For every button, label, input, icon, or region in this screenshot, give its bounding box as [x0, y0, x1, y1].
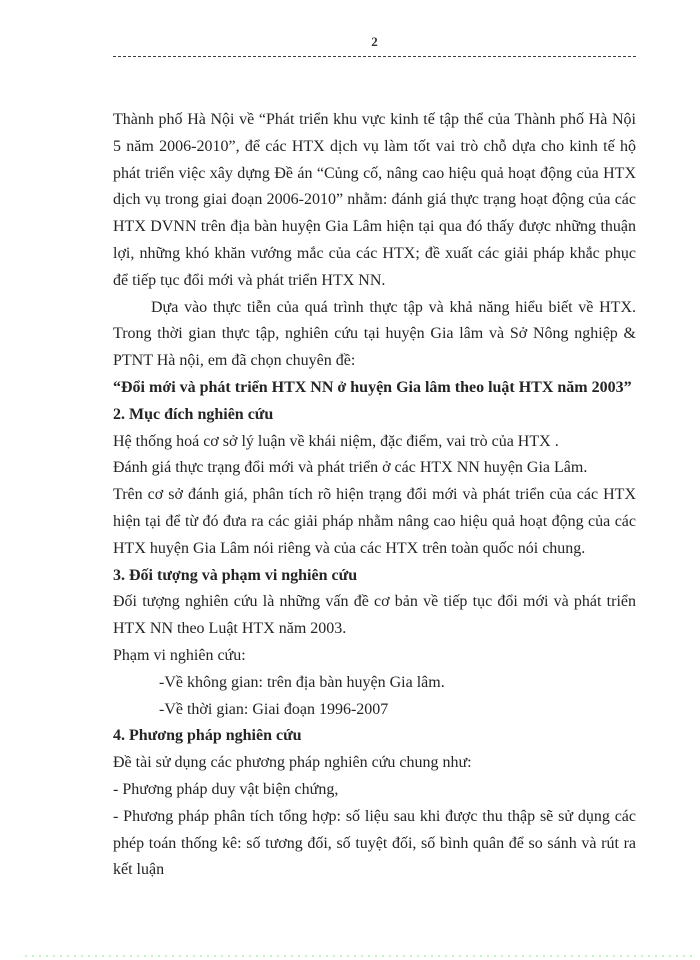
paragraph: Thành phố Hà Nội về “Phát triển khu vực kinh tế tập thể của Thành phố Hà Nội 5 năm 2006-2010”, để các HTX dịch vụ làm tốt vai trò chỗ dựa cho kinh tế hộ phát triển việc xây dựng Đề án “Củng cố, nâng cao hiệu quả hoạt động của HTX dịch vụ trong giai đoạn 2006-2010” nhằm: đánh giá thực trạng hoạt động của các HTX DVNN trên địa bàn huyện Gia Lâm hiện tại qua đó thấy được những thuận lợi, những khó khăn vướng mắc của các HTX; đề xuất các giải pháp khắc phục để tiếp tục đổi mới và phát triển HTX NN.	[113, 111, 636, 289]
paragraph: Đánh giá thực trạng đổi mới và phát triển ở các HTX NN huyện Gia Lâm.	[113, 459, 588, 477]
paragraph: Phạm vi nghiên cứu:	[113, 646, 246, 664]
paragraph: Đối tượng nghiên cứu là những vấn đề cơ bản về tiếp tục đổi mới và phát triển HTX NN theo Luật HTX năm 2003.	[113, 593, 636, 638]
method-item: - Phương pháp phân tích tổng hợp: số liệu sau khi được thu thập sẽ sử dụng các phép toán thống kê: số tương đối, số tuyệt đối, số bình quân để so sánh và rút ra kết luận	[113, 807, 636, 879]
paragraph: Trên cơ sở đánh giá, phân tích rõ hiện trạng đổi mới và phát triển của các HTX hiện tại để từ đó đưa ra các giải pháp nhằm nâng cao hiệu quả hoạt động của các HTX huyện Gia Lâm nói riêng và của các HTX trên toàn quốc nói chung.	[113, 486, 636, 557]
paragraph: Đề tài sử dụng các phương pháp nghiên cứu chung như:	[113, 754, 472, 772]
method-item: - Phương pháp duy vật biện chứng,	[113, 780, 339, 798]
paragraph: Hệ thống hoá cơ sở lý luận về khái niệm, đặc điểm, vai trò của HTX .	[113, 432, 559, 450]
section-2-heading: 2. Mục đích nghiên cứu	[113, 405, 274, 423]
page-body	[0, 57, 700, 884]
scope-space-item: -Về không gian: trên địa bàn huyện Gia lâm.	[159, 673, 445, 691]
page-number: 2	[371, 34, 378, 49]
footer-rule	[25, 955, 696, 957]
page-header	[0, 0, 700, 57]
thesis-title: “Đổi mới và phát triển HTX NN ở huyện Gia lâm theo luật HTX năm 2003”	[113, 378, 632, 396]
section-3-heading: 3. Đối tượng và phạm vi nghiên cứu	[113, 566, 358, 584]
paragraph: Dựa vào thực tiễn của quá trình thực tập và khả năng hiểu biết về HTX. Trong thời gian thực tập, nghiên cứu tại huyện Gia lâm và Sở Nông nghiệp & PTNT Hà nội, em đã chọn chuyên đề:	[113, 298, 636, 370]
section-4-heading: 4. Phương pháp nghiên cứu	[113, 727, 302, 745]
scope-time-item: -Về thời gian: Giai đoạn 1996-2007	[159, 700, 389, 718]
